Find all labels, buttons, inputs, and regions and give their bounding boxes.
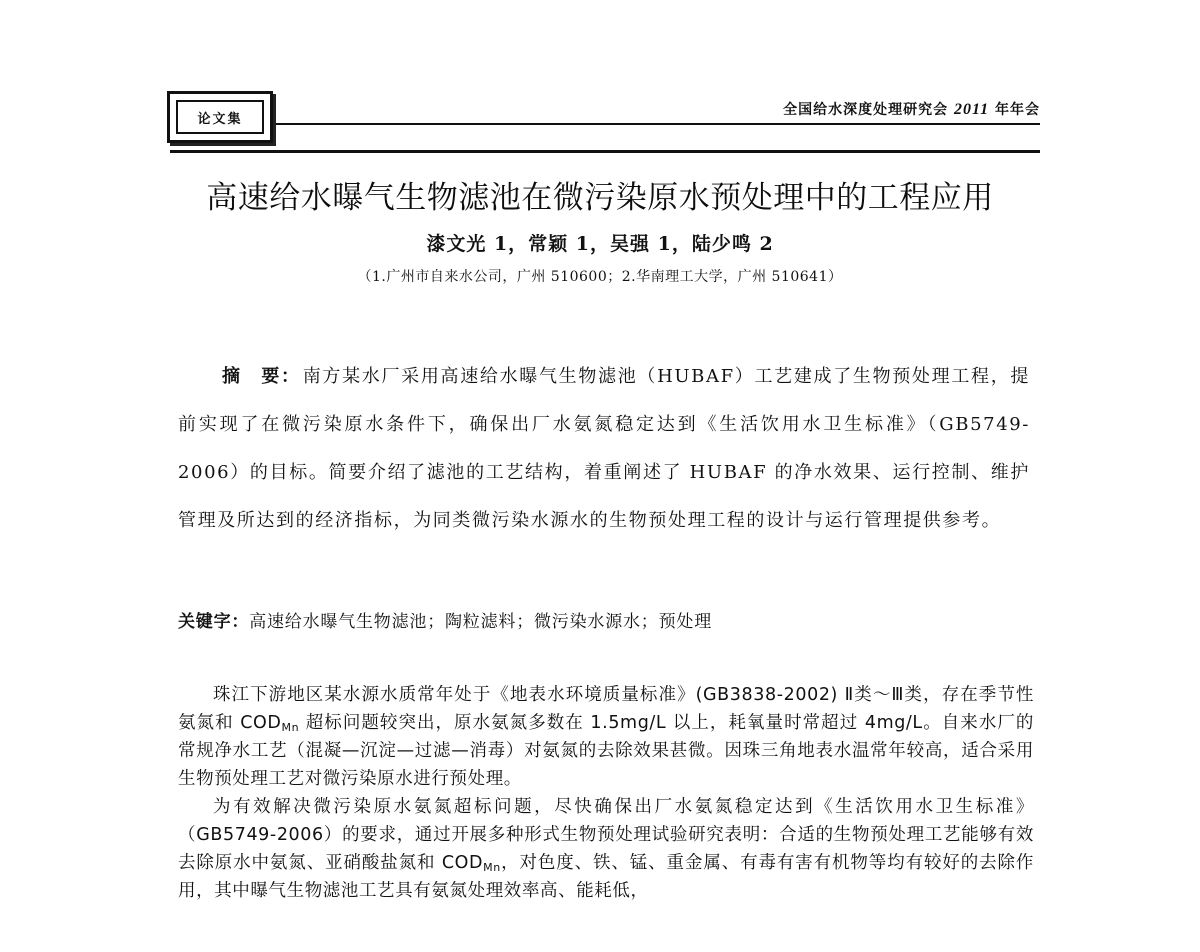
body-paragraph-2-part-b: ，对色度、铁、锰、重金属、有毒有害有机物等均有较好的去除作用，其中曝气生物滤池工艺具有氨氮处理效率高、能耗低， <box>178 853 1034 901</box>
body-paragraph-1-part-b: 超标问题较突出，原水氨氮多数在 1.5mg/L 以上，耗氧量时常超过 4mg/L。自来水厂的常规净水工艺（混凝—沉淀—过滤—消毒）对氨氮的去除效果甚微。因珠三角地表水温常年较高，适合采用生物预处理工艺对微污染原水进行预处理。 <box>178 713 1034 789</box>
conference-year: 2011 <box>954 101 990 118</box>
keywords-text: 高速给水曝气生物滤池；陶粒滤料；微污染水源水；预处理 <box>249 612 713 632</box>
keywords <box>178 607 1030 632</box>
header-rule-bottom <box>170 150 1040 153</box>
body-paragraph-2-part-a: 为有效解决微污染原水氨氮超标问题，尽快确保出厂水氨氮稳定达到《生活饮用水卫生标准》（GB5749-2006）的要求，通过开展多种形式生物预处理试验研究表明：合适的生物预处理工艺能够有效去除原水中氨氮、亚硝酸盐氮和 COD <box>178 797 1034 873</box>
paper-authors: 漆文光 1，常颖 1，吴强 1，陆少鸣 2 <box>426 233 774 255</box>
section-tag-label: 论文集 <box>176 100 264 134</box>
body-text <box>178 681 1034 905</box>
conference-suffix: 年年会 <box>989 102 1040 118</box>
conference-prefix: 全国给水深度处理研究会 <box>783 102 954 118</box>
abstract-text: 南方某水厂采用高速给水曝气生物滤池（HUBAF）工艺建成了生物预处理工程，提前实现了在微污染原水条件下，确保出厂水氨氮稳定达到《生活饮用水卫生标准》（GB5749-2006）的目标。简要介绍了滤池的工艺结构，着重阐述了 HUBAF 的净水效果、运行控制、维护管理及所达到的经济指标，为同类微污染水源水的生物预处理工程的设计与运行管理提供参考。 <box>178 366 1030 531</box>
body-paragraph-1 <box>178 681 1034 793</box>
body-paragraph-2 <box>178 793 1034 905</box>
subscript-mn: Mn <box>483 861 501 874</box>
abstract <box>178 353 1030 545</box>
subscript-mn: Mn <box>281 721 300 734</box>
section-tag-box <box>167 91 273 143</box>
abstract-label: 摘 要： <box>222 366 301 387</box>
conference-title <box>700 99 1040 119</box>
body-paragraph-1-part-a: 珠江下游地区某水源水质常年处于《地表水环境质量标准》(GB3838-2002) Ⅱ类～Ⅲ类，存在季节性氨氮和 COD <box>178 685 1034 733</box>
keywords-label: 关键字： <box>178 612 250 632</box>
paper-title: 高速给水曝气生物滤池在微污染原水预处理中的工程应用 <box>206 180 994 216</box>
paper-affiliations: （1.广州市自来水公司，广州 510600；2.华南理工大学，广州 510641） <box>357 269 843 285</box>
header-rule-top <box>276 123 1040 125</box>
